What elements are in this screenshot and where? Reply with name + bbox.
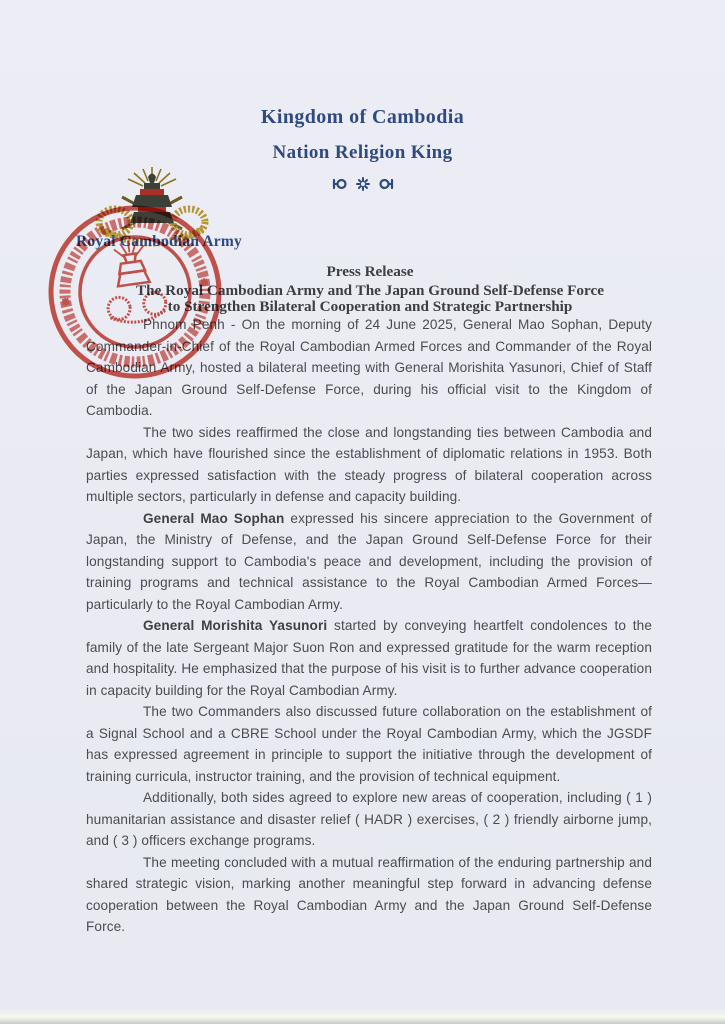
army-name-label: Royal Cambodian Army: [76, 233, 242, 250]
paragraph-text: Phnom Penh - On the morning of 24 June 2025, General Mao Sophan, Deputy Commander-in-Chief of the Royal Cambodian Armed Forces and Commander of the Royal Cambodian Army, hosted a bilateral meeting with General Morishita Yasunori, Chief of Staff of the Japan Ground Self-Defense Force, during his official visit to the Kingdom of Cambodia.: [86, 317, 652, 418]
paragraph-text: The meeting concluded with a mutual reaffirmation of the enduring partnership and shared strategic vision, marking another meaningful step forward in advancing defense cooperation between the Royal Cambodian Army and the Japan Ground Self-Defense Force.: [86, 854, 652, 934]
paragraph-text: expressed his sincere appreciation to the Government of Japan, the Ministry of Defense, and the Japan Ground Self-Defense Force for their longstanding support to Cambodia's peace and development, including the provision of training programs and technical assistance to the Royal Cambodian Armed Forces—particularly to the Royal Cambodian Army.: [86, 510, 652, 612]
paragraph-lead: General Morishita Yasunori: [143, 618, 328, 633]
paragraph-text: The two Commanders also discussed future collaboration on the establishment of a Signal School and a CBRE School under the Royal Cambodian Army, which the JGSDF has expressed agreement in principle to support the initiative through the development of training curricula, instructor training, and the provision of technical equipment.: [86, 704, 652, 784]
paragraph: [86, 615, 652, 701]
paragraph-text: Additionally, both sides agreed to explore new areas of cooperation, including ( 1 ) humanitarian assistance and disaster relief ( HADR ) exercises, ( 2 ) friendly airborne jump, and ( 3 ) officers exchange programs.: [86, 790, 652, 848]
paragraph-text: The two sides reaffirmed the close and longstanding ties between Cambodia and Japan, which have flourished since the establishment of diplomatic relations in 1953. Both parties expressed satisfaction with the steady progress of bilateral cooperation across multiple sectors, particularly in defense and capacity building.: [86, 424, 652, 504]
national-motto: Nation Religion King: [272, 142, 453, 163]
page-bottom-edge: [0, 1008, 725, 1024]
press-release-subtitle-line1: The Royal Cambodian Army and The Japan Ground Self-Defense Force: [136, 282, 604, 300]
press-release-heading: Press Release: [326, 263, 414, 280]
paragraph: [86, 787, 652, 852]
paragraph: [86, 508, 652, 616]
press-release-subtitle-line2: to Strengthen Bilateral Cooperation and Strategic Partnership: [167, 297, 573, 315]
press-release-body: [86, 314, 652, 938]
paragraph: [86, 422, 652, 508]
kingdom-title: Kingdom of Cambodia: [260, 106, 465, 128]
paragraph-text: started by conveying heartfelt condolences to the family of the late Sergeant Major Suon Ron and expressed gratitude for the warm reception and hospitality. He emphasized that the purpose of his visit is to further advance cooperation in capacity building for the Royal Cambodian Army.: [86, 618, 652, 698]
paragraph-lead: General Mao Sophan: [143, 510, 285, 526]
paragraph: [86, 852, 652, 938]
official-seal-stamp-icon: [33, 190, 236, 393]
paragraph: [86, 701, 652, 787]
